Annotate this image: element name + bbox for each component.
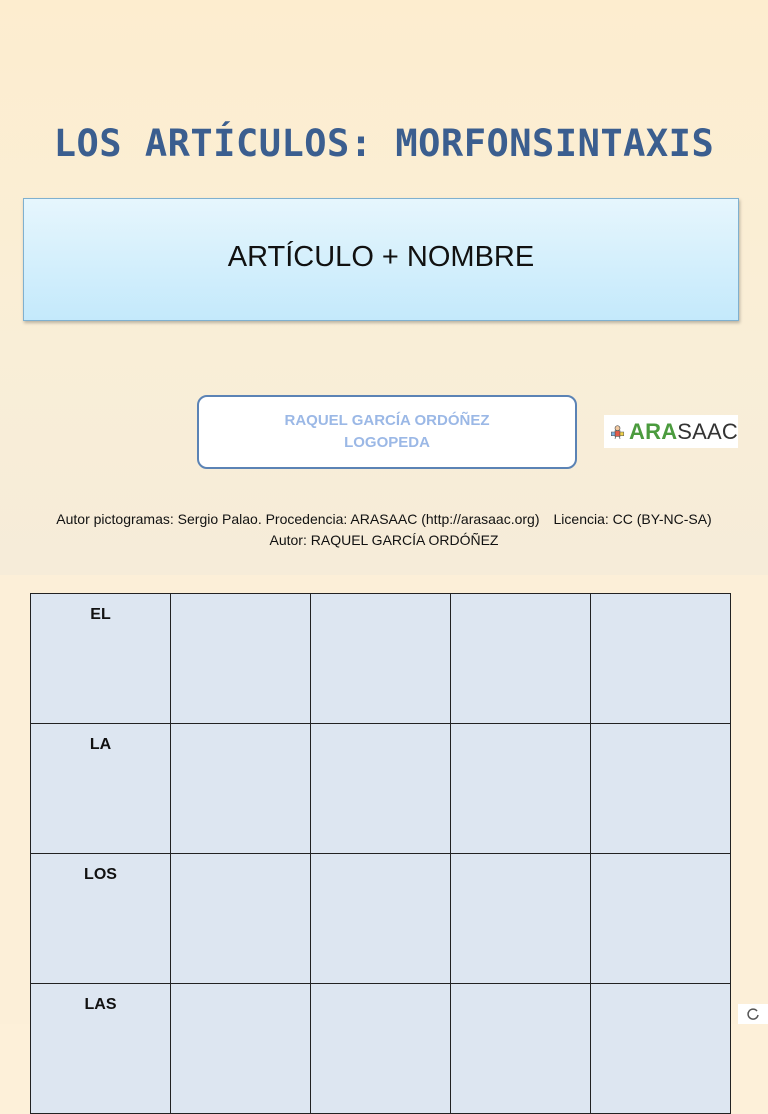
table-row — [31, 724, 731, 854]
grid-cell — [311, 984, 451, 1114]
table-row — [31, 594, 731, 724]
credits — [0, 509, 768, 551]
grid-cell — [171, 724, 311, 854]
subtitle-box — [23, 198, 739, 321]
row-label: LOS — [31, 854, 171, 984]
credits-pictogram-source: Autor pictogramas: Sergio Palao. Procedencia: ARASAAC (http://arasaac.org) — [56, 511, 540, 527]
grid-cell — [171, 594, 311, 724]
grid-cell — [311, 594, 451, 724]
subtitle: ARTÍCULO + NOMBRE — [227, 240, 535, 273]
row-label: LAS — [31, 984, 171, 1114]
grid-cell — [451, 854, 591, 984]
grid-cell — [171, 854, 311, 984]
credits-line-1 — [0, 509, 768, 530]
grid-cell — [311, 854, 451, 984]
author-role: LOGOPEDA — [344, 434, 430, 451]
logo-wordmark: ARASAAC — [629, 418, 738, 444]
credits-license: Licencia: CC (BY-NC-SA) — [553, 511, 712, 527]
arasaac-logo — [604, 415, 738, 448]
arasaac-pictogram-icon — [610, 420, 625, 444]
refresh-icon[interactable] — [738, 1004, 768, 1024]
table-row — [31, 984, 731, 1114]
article-noun-grid — [30, 593, 731, 1114]
grid-cell — [451, 724, 591, 854]
author-name: RAQUEL GARCÍA ORDÓÑEZ — [284, 412, 490, 429]
row-label: LA — [31, 724, 171, 854]
table-row — [31, 854, 731, 984]
grid-cell — [171, 984, 311, 1114]
grid-cell — [591, 594, 731, 724]
credits-line-2: Autor: RAQUEL GARCÍA ORDÓÑEZ — [269, 532, 499, 548]
grid-cell — [591, 724, 731, 854]
grid-cell — [591, 984, 731, 1114]
refresh-icon-glyph — [746, 1007, 760, 1021]
grid-cell — [311, 724, 451, 854]
grid-cell — [451, 594, 591, 724]
page-title: LOS ARTÍCULOS: MORFONSINTAXIS — [53, 122, 715, 165]
grid-cell — [451, 984, 591, 1114]
row-label: EL — [31, 594, 171, 724]
author-box — [197, 395, 577, 469]
grid-cell — [591, 854, 731, 984]
